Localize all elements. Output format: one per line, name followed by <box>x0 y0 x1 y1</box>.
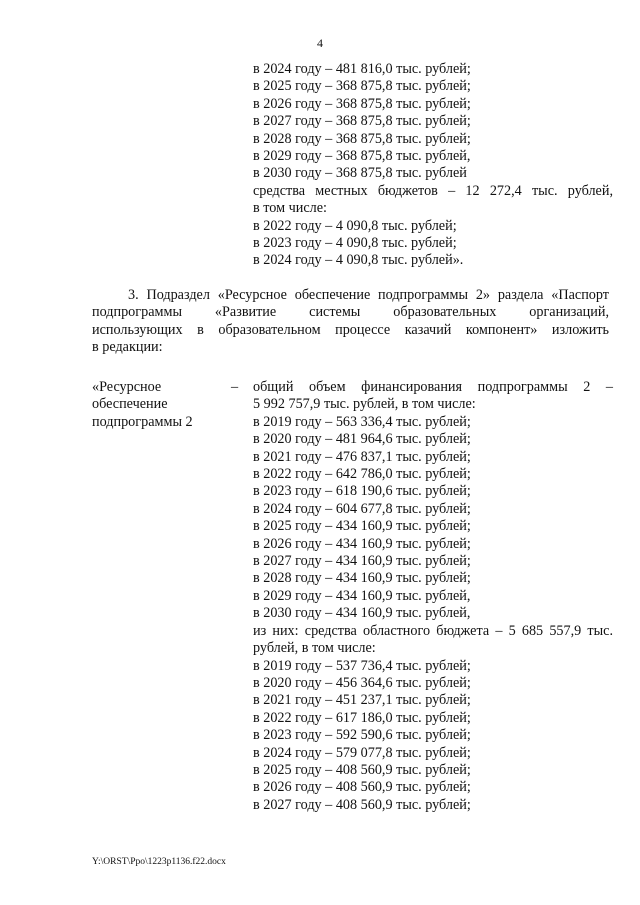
total-year-line: в 2029 году – 434 160,9 тыс. рублей, <box>253 587 471 604</box>
regional-year-line: в 2022 году – 617 186,0 тыс. рублей; <box>253 709 471 726</box>
local-year-line: в 2024 году – 4 090,8 тыс. рублей». <box>253 252 464 269</box>
local-year-line: в 2022 году – 4 090,8 тыс. рублей; <box>253 217 457 234</box>
regional-year-line: в 2021 году – 451 237,1 тыс. рублей; <box>253 692 471 709</box>
year-line: в 2026 году – 368 875,8 тыс. рублей; <box>253 95 471 112</box>
resource-content <box>253 379 613 814</box>
resource-label-line: обеспечение <box>92 396 168 413</box>
regional-line: из них: средства областного бюджета – 5 685 557,9 тыс. <box>253 622 613 639</box>
total-line: 5 992 757,9 тыс. рублей, в том числе: <box>253 396 476 413</box>
file-path-footer: Y:\ORST\Ppo\1223p1136.f22.docx <box>92 857 226 867</box>
paragraph-line: использующих в образовательном процессе казачий компонент» изложить <box>92 321 609 338</box>
paragraph-line: подпрограммы «Развитие системы образовательных организаций, <box>92 304 609 321</box>
year-line: в 2025 году – 368 875,8 тыс. рублей; <box>253 78 471 95</box>
total-year-line: в 2027 году – 434 160,9 тыс. рублей; <box>253 553 471 570</box>
regional-year-line: в 2019 году – 537 736,4 тыс. рублей; <box>253 657 471 674</box>
total-year-line: в 2026 году – 434 160,9 тыс. рублей; <box>253 535 471 552</box>
total-line: общий объем финансирования подпрограммы 2 – <box>253 379 613 395</box>
total-year-line: в 2025 году – 434 160,9 тыс. рублей; <box>253 518 471 535</box>
regional-year-line: в 2025 году – 408 560,9 тыс. рублей; <box>253 761 471 778</box>
regional-year-line: в 2027 году – 408 560,9 тыс. рублей; <box>253 796 471 813</box>
local-budget-line: средства местных бюджетов – 12 272,4 тыс. рублей, <box>253 182 613 199</box>
resource-label <box>92 379 232 431</box>
regional-year-line: в 2020 году – 456 364,6 тыс. рублей; <box>253 674 471 691</box>
year-line: в 2030 году – 368 875,8 тыс. рублей <box>253 165 467 182</box>
total-year-line: в 2019 году – 563 336,4 тыс. рублей; <box>253 413 471 430</box>
resource-dash: – <box>231 379 239 395</box>
total-year-line: в 2023 году – 618 190,6 тыс. рублей; <box>253 483 471 500</box>
total-year-line: в 2030 году – 434 160,9 тыс. рублей, <box>253 605 471 622</box>
resource-label-line: «Ресурсное <box>92 379 162 395</box>
paragraph-line: в редакции: <box>92 339 163 356</box>
year-line: в 2024 году – 481 816,0 тыс. рублей; <box>253 61 471 77</box>
total-year-line: в 2028 году – 434 160,9 тыс. рублей; <box>253 570 471 587</box>
total-year-line: в 2021 году – 476 837,1 тыс. рублей; <box>253 448 471 465</box>
year-line: в 2029 году – 368 875,8 тыс. рублей, <box>253 148 471 165</box>
page-number: 4 <box>317 36 323 50</box>
regional-year-line: в 2023 году – 592 590,6 тыс. рублей; <box>253 727 471 744</box>
total-year-line: в 2024 году – 604 677,8 тыс. рублей; <box>253 500 471 517</box>
year-line: в 2027 году – 368 875,8 тыс. рублей; <box>253 113 471 130</box>
local-year-line: в 2023 году – 4 090,8 тыс. рублей; <box>253 235 457 252</box>
year-line: в 2028 году – 368 875,8 тыс. рублей; <box>253 130 471 147</box>
funding-continuation-block <box>253 61 613 270</box>
total-year-line: в 2020 году – 481 964,6 тыс. рублей; <box>253 431 471 448</box>
paragraph-line: 3. Подраздел «Ресурсное обеспечение подпрограммы 2» раздела «Паспорт <box>128 287 609 303</box>
resource-label-line: подпрограммы 2 <box>92 413 193 430</box>
amendment-paragraph <box>92 287 609 357</box>
regional-year-line: в 2024 году – 579 077,8 тыс. рублей; <box>253 744 471 761</box>
regional-line: рублей, в том числе: <box>253 640 376 657</box>
regional-year-line: в 2026 году – 408 560,9 тыс. рублей; <box>253 779 471 796</box>
total-year-line: в 2022 году – 642 786,0 тыс. рублей; <box>253 466 471 483</box>
local-budget-sub: в том числе: <box>253 200 327 217</box>
